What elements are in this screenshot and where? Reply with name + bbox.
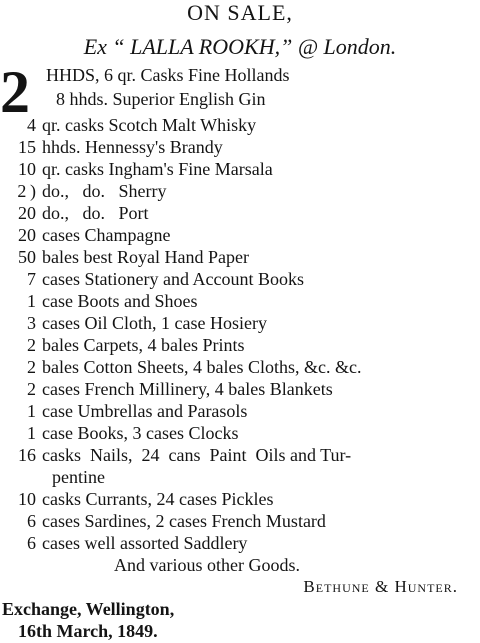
item-quantity: 2 (27, 379, 36, 399)
item-description: case Boots and Shoes (42, 291, 198, 311)
item-quantity: 1 (27, 423, 36, 443)
item-description: cases Oil Cloth, 1 case Hosiery (42, 313, 267, 333)
item-quantity: 2 (27, 357, 36, 377)
other-goods-line: And various other Goods. (114, 555, 300, 575)
item-quantity: 6 (27, 533, 36, 553)
item-description: bales Cotton Sheets, 4 bales Cloths, &c. &c. (42, 357, 362, 377)
list-item (8, 532, 247, 554)
item-description: case Books, 3 cases Clocks (42, 423, 239, 443)
lead-line-1: HHDS, 6 qr. Casks Fine Hollands (46, 65, 290, 85)
list-item (8, 488, 273, 510)
ad-title: ON SALE, (187, 0, 293, 25)
item-description: cases Champagne (42, 225, 171, 245)
list-item (8, 180, 167, 202)
item-quantity: 10 (18, 489, 36, 509)
list-item (8, 202, 149, 224)
item-description: casks Currants, 24 cases Pickles (42, 489, 274, 509)
list-item (8, 400, 247, 422)
item-quantity: 3 (27, 313, 36, 333)
list-item (8, 334, 244, 356)
date-line: 16th March, 1849. (18, 621, 158, 641)
place-line: Exchange, Wellington, (2, 599, 175, 619)
item-description: casks Nails, 24 cans Paint Oils and Tur- (42, 445, 352, 465)
item-description: bales best Royal Hand Paper (42, 247, 249, 267)
item-quantity: 1 (27, 401, 36, 421)
item-description: hhds. Hennessy's Brandy (42, 137, 223, 157)
list-item (8, 466, 105, 488)
drop-cap-number: 2 (0, 59, 30, 125)
item-quantity: 50 (18, 247, 36, 267)
item-description: qr. casks Ingham's Fine Marsala (42, 159, 273, 179)
item-description: do., do. Sherry (42, 181, 167, 201)
item-description: pentine (52, 467, 105, 487)
list-item (8, 246, 249, 268)
list-item (8, 312, 267, 334)
item-quantity: 2 (27, 335, 36, 355)
item-quantity: 6 (27, 511, 36, 531)
item-description: cases Sardines, 2 cases French Mustard (42, 511, 326, 531)
item-quantity: 1 (27, 291, 36, 311)
item-description: case Umbrellas and Parasols (42, 401, 248, 421)
item-quantity: 20 (18, 225, 36, 245)
item-quantity: 2 ) (17, 181, 36, 201)
list-item (8, 224, 170, 246)
list-item (8, 158, 273, 180)
item-quantity: 7 (27, 269, 36, 289)
merchant-signature: Bethune & Hunter. (303, 577, 458, 596)
list-item (8, 510, 326, 532)
list-item (8, 268, 304, 290)
list-item (8, 422, 238, 444)
list-item (8, 378, 333, 400)
item-description: cases French Millinery, 4 bales Blankets (42, 379, 333, 399)
ad-subtitle: Ex “ LALLA ROOKH,” @ London. (83, 34, 397, 59)
list-item (8, 290, 197, 312)
item-description: cases well assorted Saddlery (42, 533, 248, 553)
list-item (8, 136, 223, 158)
item-description: do., do. Port (42, 203, 149, 223)
item-description: cases Stationery and Account Books (42, 269, 304, 289)
item-quantity: 20 (18, 203, 36, 223)
item-quantity: 16 (18, 445, 36, 465)
item-description: bales Carpets, 4 bales Prints (42, 335, 245, 355)
item-quantity: 15 (18, 137, 36, 157)
item-quantity: 10 (18, 159, 36, 179)
list-item (8, 444, 351, 466)
item-quantity: 4 (27, 115, 36, 135)
lead-line-2: 8 hhds. Superior English Gin (56, 89, 266, 109)
item-description: qr. casks Scotch Malt Whisky (42, 115, 257, 135)
list-item (8, 356, 361, 378)
list-item (8, 114, 256, 136)
